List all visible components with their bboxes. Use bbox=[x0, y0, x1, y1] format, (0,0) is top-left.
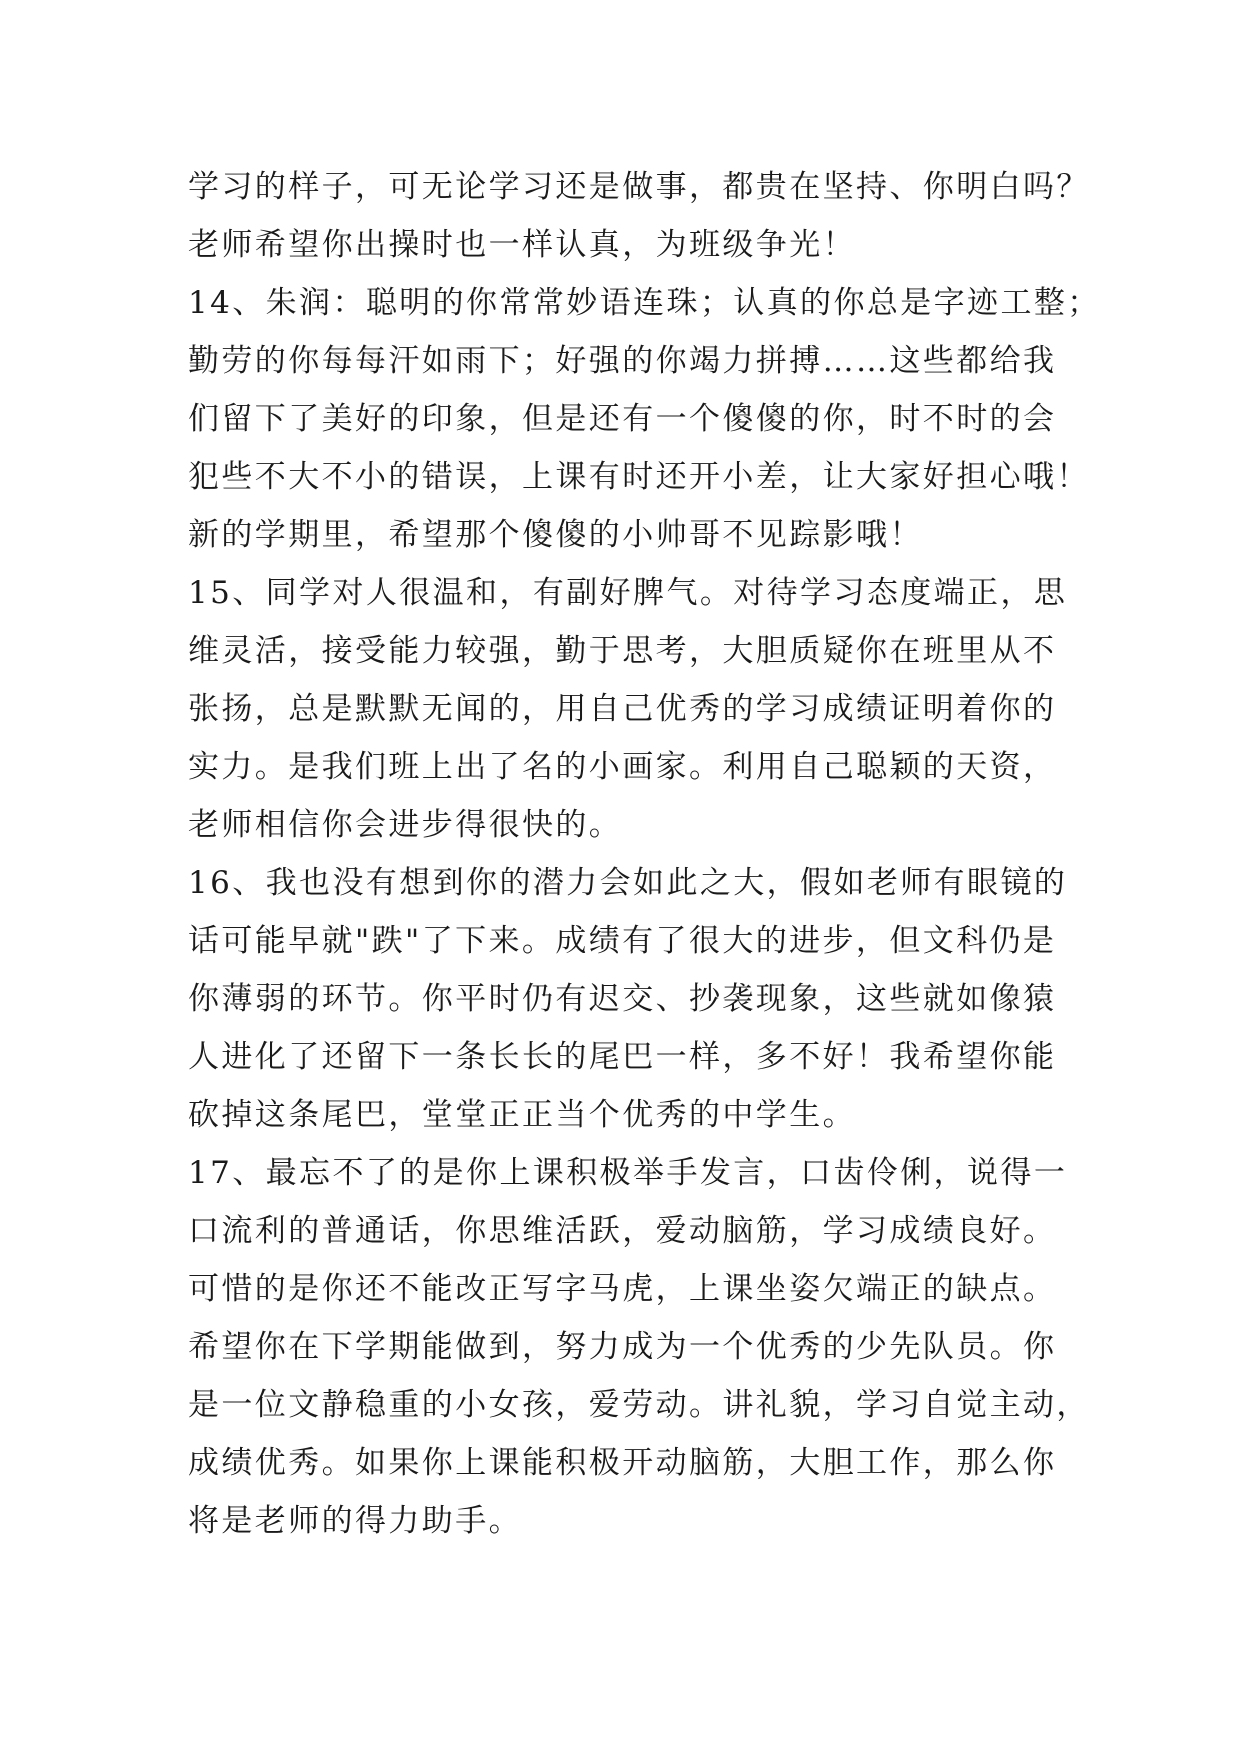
text-line: 砍掉这条尾巴，堂堂正正当个优秀的中学生。 bbox=[188, 1097, 856, 1133]
text-line: 们留下了美好的印象，但是还有一个傻傻的你，时不时的会 bbox=[188, 401, 1057, 437]
document-body bbox=[188, 158, 1101, 1550]
text-line: 话可能早就"跌"了下来。成绩有了很大的进步，但文科仍是 bbox=[188, 923, 1057, 959]
text-line: 老师相信你会进步得很快的。 bbox=[188, 807, 623, 843]
text-line: 希望你在下学期能做到，努力成为一个优秀的少先队员。你 bbox=[188, 1329, 1057, 1365]
text-line: 新的学期里，希望那个傻傻的小帅哥不见踪影哦！ bbox=[188, 517, 923, 553]
text-line: 老师希望你出操时也一样认真，为班级争光！ bbox=[188, 227, 856, 263]
text-line: 人进化了还留下一条长长的尾巴一样，多不好！我希望你能 bbox=[188, 1039, 1057, 1075]
text-line: 犯些不大不小的错误，上课有时还开小差，让大家好担心哦！ bbox=[188, 459, 1090, 495]
text-line: 学习的样子，可无论学习还是做事，都贵在坚持、你明白吗？ bbox=[188, 169, 1090, 205]
text-line: 将是老师的得力助手。 bbox=[188, 1503, 522, 1539]
text-line: 17、最忘不了的是你上课积极举手发言，口齿伶俐，说得一 bbox=[188, 1155, 1068, 1191]
text-line: 是一位文静稳重的小女孩，爱劳动。讲礼貌，学习自觉主动， bbox=[188, 1387, 1090, 1423]
text-line: 勤劳的你每每汗如雨下；好强的你竭力拼搏……这些都给我 bbox=[188, 343, 1057, 379]
text-line: 成绩优秀。如果你上课能积极开动脑筋，大胆工作，那么你 bbox=[188, 1445, 1057, 1481]
text-line: 张扬，总是默默无闻的，用自己优秀的学习成绩证明着你的 bbox=[188, 691, 1057, 727]
text-line: 可惜的是你还不能改正写字马虎，上课坐姿欠端正的缺点。 bbox=[188, 1271, 1057, 1307]
text-line: 维灵活，接受能力较强，勤于思考，大胆质疑你在班里从不 bbox=[188, 633, 1057, 669]
text-line: 口流利的普通话，你思维活跃，爱动脑筋，学习成绩良好。 bbox=[188, 1213, 1057, 1249]
text-line: 16、我也没有想到你的潜力会如此之大，假如老师有眼镜的 bbox=[188, 865, 1068, 901]
text-line: 14、朱润：聪明的你常常妙语连珠；认真的你总是字迹工整； bbox=[188, 285, 1101, 321]
text-line: 实力。是我们班上出了名的小画家。利用自己聪颖的天资， bbox=[188, 749, 1057, 785]
text-line: 15、同学对人很温和，有副好脾气。对待学习态度端正，思 bbox=[188, 575, 1068, 611]
text-line: 你薄弱的环节。你平时仍有迟交、抄袭现象，这些就如像猿 bbox=[188, 981, 1057, 1017]
